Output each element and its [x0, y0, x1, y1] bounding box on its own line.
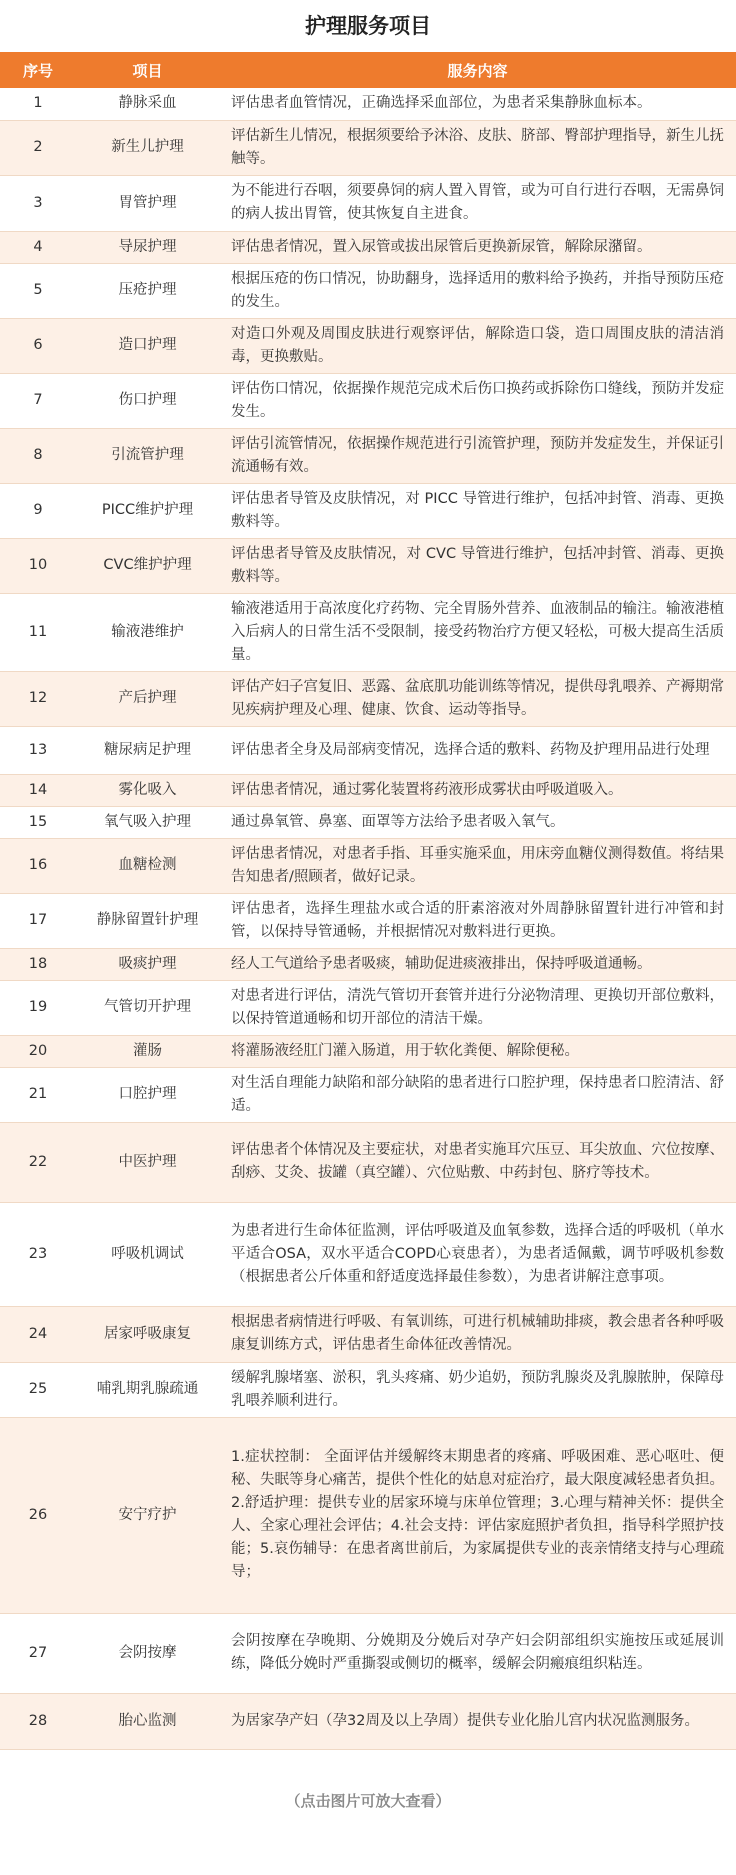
row-item: 居家呼吸康复 — [76, 1306, 219, 1362]
row-item: 静脉留置针护理 — [76, 893, 219, 948]
footer-note: （点击图片可放大查看） — [285, 1792, 451, 1810]
row-content: 评估患者导管及皮肤情况，对 CVC 导管进行维护，包括冲封管、消毒、更换敷料等。 — [219, 538, 736, 593]
row-content: 评估患者血管情况，正确选择采血部位，为患者采集静脉血标本。 — [219, 88, 736, 120]
row-number: 27 — [0, 1613, 76, 1693]
row-number: 3 — [0, 175, 76, 231]
table-row — [0, 175, 736, 231]
row-number: 10 — [0, 538, 76, 593]
row-item: 新生儿护理 — [76, 120, 219, 175]
row-content: 对生活自理能力缺陷和部分缺陷的患者进行口腔护理，保持患者口腔清洁、舒适。 — [219, 1067, 736, 1122]
row-content: 缓解乳腺堵塞、淤积，乳头疼痛、奶少追奶，预防乳腺炎及乳腺脓肿，保障母乳喂养顺利进行。 — [219, 1362, 736, 1417]
row-item: 灌肠 — [76, 1035, 219, 1067]
row-content: 为不能进行吞咽，须要鼻饲的病人置入胃管，或为可自行进行吞咽，无需鼻饲的病人拔出胃管，使其恢复自主进食。 — [219, 175, 736, 231]
service-table — [0, 52, 736, 1750]
row-content: 经人工气道给予患者吸痰，辅助促进痰液排出，保持呼吸道通畅。 — [219, 948, 736, 980]
row-item: 会阴按摩 — [76, 1613, 219, 1693]
row-content: 评估患者个体情况及主要症状，对患者实施耳穴压豆、耳尖放血、穴位按摩、刮痧、艾灸、拔罐（真空罐）、穴位贴敷、中药封包、脐疗等技术。 — [219, 1122, 736, 1202]
table-row — [0, 980, 736, 1035]
row-number: 21 — [0, 1067, 76, 1122]
table-row — [0, 893, 736, 948]
row-item: 导尿护理 — [76, 231, 219, 263]
row-number: 25 — [0, 1362, 76, 1417]
row-number: 17 — [0, 893, 76, 948]
row-number: 18 — [0, 948, 76, 980]
page-title: 护理服务项目 — [305, 14, 431, 38]
table-row — [0, 948, 736, 980]
row-number: 23 — [0, 1202, 76, 1306]
row-item: 输液港维护 — [76, 593, 219, 671]
table-row — [0, 1362, 736, 1417]
table-row — [0, 838, 736, 893]
row-content: 评估患者情况，通过雾化装置将药液形成雾状由呼吸道吸入。 — [219, 774, 736, 806]
row-item: 胎心监测 — [76, 1693, 219, 1749]
table-row — [0, 1417, 736, 1613]
row-item: 哺乳期乳腺疏通 — [76, 1362, 219, 1417]
row-number: 9 — [0, 483, 76, 538]
table-row — [0, 1067, 736, 1122]
row-item: 中医护理 — [76, 1122, 219, 1202]
table-row — [0, 774, 736, 806]
table-row — [0, 593, 736, 671]
row-number: 24 — [0, 1306, 76, 1362]
table-row — [0, 538, 736, 593]
row-item: 静脉采血 — [76, 88, 219, 120]
table-header — [0, 52, 736, 88]
row-number: 7 — [0, 373, 76, 428]
row-content: 评估患者导管及皮肤情况，对 PICC 导管进行维护，包括冲封管、消毒、更换敷料等。 — [219, 483, 736, 538]
row-number: 20 — [0, 1035, 76, 1067]
row-number: 11 — [0, 593, 76, 671]
row-item: 血糖检测 — [76, 838, 219, 893]
row-number: 26 — [0, 1417, 76, 1613]
header-no: 序号 — [0, 52, 76, 88]
row-number: 22 — [0, 1122, 76, 1202]
row-item: PICC维护护理 — [76, 483, 219, 538]
row-content: 对造口外观及周围皮肤进行观察评估，解除造口袋，造口周围皮肤的清洁消毒，更换敷贴。 — [219, 318, 736, 373]
row-content: 为居家孕产妇（孕32周及以上孕周）提供专业化胎儿宫内状况监测服务。 — [219, 1693, 736, 1749]
row-content: 评估患者情况，置入尿管或拔出尿管后更换新尿管，解除尿潴留。 — [219, 231, 736, 263]
header-content: 服务内容 — [219, 52, 736, 88]
table-row — [0, 373, 736, 428]
row-content: 评估新生儿情况，根据须要给予沐浴、皮肤、脐部、臀部护理指导，新生儿抚触等。 — [219, 120, 736, 175]
row-item: 呼吸机调试 — [76, 1202, 219, 1306]
row-content: 根据患者病情进行呼吸、有氧训练，可进行机械辅助排痰，教会患者各种呼吸康复训练方式，评估患者生命体征改善情况。 — [219, 1306, 736, 1362]
row-number: 14 — [0, 774, 76, 806]
table-body — [0, 88, 736, 1749]
row-content: 评估引流管情况，依据操作规范进行引流管护理，预防并发症发生，并保证引流通畅有效。 — [219, 428, 736, 483]
row-item: 伤口护理 — [76, 373, 219, 428]
row-content: 1.症状控制： 全面评估并缓解终末期患者的疼痛、呼吸困难、恶心呕吐、便秘、失眠等身心痛苦，提供个性化的姑息对症治疗，最大限度减轻患者负担。2.舒适护理：提供专业的居家环境与床单位管理；3.心理与精神关怀：提供全人、全家心理社会评估；4.社会支持：评估家庭照护者负担，指导科学照护技能；5.哀伤辅导：在患者离世前后，为家属提供专业的丧亲情绪支持与心理疏导； — [219, 1417, 736, 1613]
table-row — [0, 1613, 736, 1693]
row-item: 安宁疗护 — [76, 1417, 219, 1613]
row-content: 为患者进行生命体征监测，评估呼吸道及血氧参数，选择合适的呼吸机（单水平适合OSA，双水平适合COPD心衰患者），为患者适佩戴，调节呼吸机参数（根据患者公斤体重和舒适度选择最佳参数），为患者讲解注意事项。 — [219, 1202, 736, 1306]
row-number: 13 — [0, 726, 76, 774]
row-content: 评估产妇子宫复旧、恶露、盆底肌功能训练等情况，提供母乳喂养、产褥期常见疾病护理及心理、健康、饮食、运动等指导。 — [219, 671, 736, 726]
table-row — [0, 1306, 736, 1362]
row-item: CVC维护护理 — [76, 538, 219, 593]
table-row — [0, 1693, 736, 1749]
row-content: 评估患者全身及局部病变情况，选择合适的敷料、药物及护理用品进行处理 — [219, 726, 736, 774]
row-content: 将灌肠液经肛门灌入肠道，用于软化粪便、解除便秘。 — [219, 1035, 736, 1067]
row-content: 评估伤口情况，依据操作规范完成术后伤口换药或拆除伤口缝线，预防并发症发生。 — [219, 373, 736, 428]
header-item: 项目 — [76, 52, 219, 88]
table-row — [0, 671, 736, 726]
table-row — [0, 726, 736, 774]
row-number: 28 — [0, 1693, 76, 1749]
row-number: 6 — [0, 318, 76, 373]
row-number: 5 — [0, 263, 76, 318]
row-item: 压疮护理 — [76, 263, 219, 318]
table-row — [0, 231, 736, 263]
row-number: 4 — [0, 231, 76, 263]
row-number: 2 — [0, 120, 76, 175]
row-number: 15 — [0, 806, 76, 838]
table-row — [0, 88, 736, 120]
row-number: 12 — [0, 671, 76, 726]
row-item: 引流管护理 — [76, 428, 219, 483]
row-content: 对患者进行评估，清洗气管切开套管并进行分泌物清理、更换切开部位敷料，以保持管道通畅和切开部位的清洁干燥。 — [219, 980, 736, 1035]
row-item: 糖尿病足护理 — [76, 726, 219, 774]
row-content: 通过鼻氧管、鼻塞、面罩等方法给予患者吸入氧气。 — [219, 806, 736, 838]
row-content: 会阴按摩在孕晚期、分娩期及分娩后对孕产妇会阴部组织实施按压或延展训练，降低分娩时严重撕裂或侧切的概率，缓解会阴瘢痕组织粘连。 — [219, 1613, 736, 1693]
table-row — [0, 1122, 736, 1202]
table-row — [0, 120, 736, 175]
table-row — [0, 483, 736, 538]
row-number: 16 — [0, 838, 76, 893]
row-content: 评估患者情况，对患者手指、耳垂实施采血，用床旁血糖仪测得数值。将结果告知患者/照顾者，做好记录。 — [219, 838, 736, 893]
row-item: 造口护理 — [76, 318, 219, 373]
table-row — [0, 428, 736, 483]
row-item: 气管切开护理 — [76, 980, 219, 1035]
row-content: 根据压疮的伤口情况，协助翻身，选择适用的敷料给予换药，并指导预防压疮的发生。 — [219, 263, 736, 318]
row-item: 吸痰护理 — [76, 948, 219, 980]
table-row — [0, 1035, 736, 1067]
row-content: 输液港适用于高浓度化疗药物、完全胃肠外营养、血液制品的输注。输液港植入后病人的日常生活不受限制，接受药物治疗方便又轻松，可极大提高生活质量。 — [219, 593, 736, 671]
row-item: 氧气吸入护理 — [76, 806, 219, 838]
row-number: 1 — [0, 88, 76, 120]
table-row — [0, 263, 736, 318]
row-item: 雾化吸入 — [76, 774, 219, 806]
row-number: 19 — [0, 980, 76, 1035]
row-content: 评估患者，选择生理盐水或合适的肝素溶液对外周静脉留置针进行冲管和封管，以保持导管通畅，并根据情况对敷料进行更换。 — [219, 893, 736, 948]
table-row — [0, 1202, 736, 1306]
row-item: 产后护理 — [76, 671, 219, 726]
table-row — [0, 806, 736, 838]
row-item: 胃管护理 — [76, 175, 219, 231]
table-row — [0, 318, 736, 373]
row-item: 口腔护理 — [76, 1067, 219, 1122]
row-number: 8 — [0, 428, 76, 483]
